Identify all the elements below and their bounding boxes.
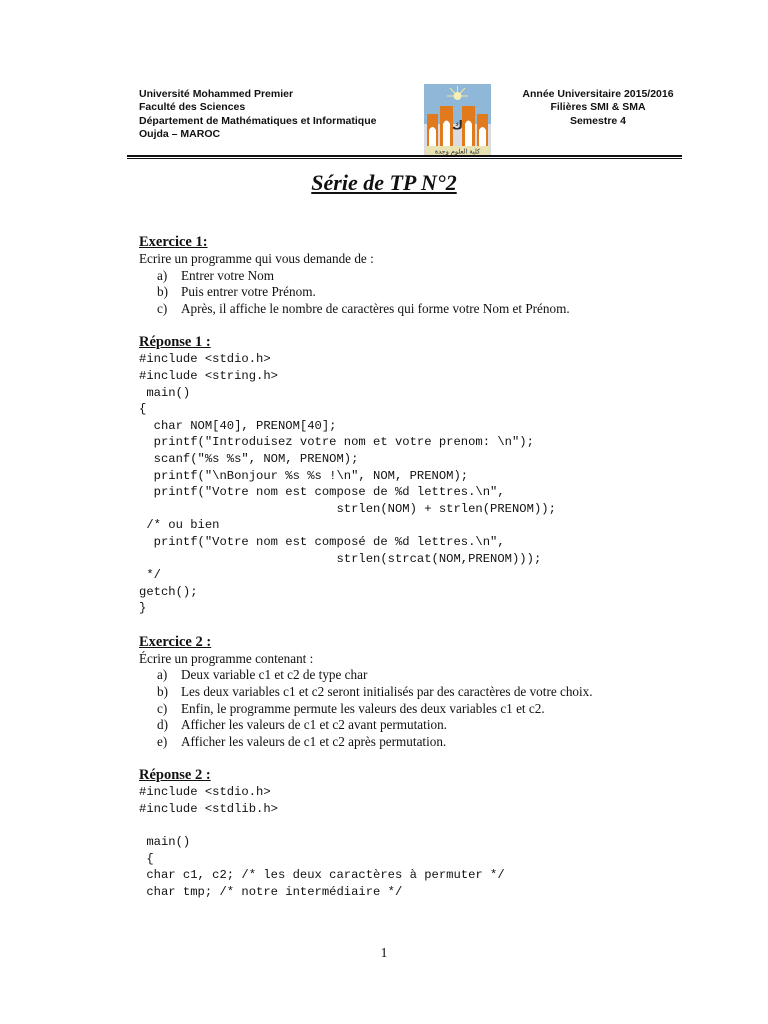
list-item <box>139 717 659 734</box>
item-label: a) <box>157 267 168 283</box>
item-text: Entrer votre Nom <box>181 267 275 283</box>
academic-year: Année Universitaire 2015/2016 <box>522 88 674 100</box>
exercise-1-list <box>139 268 659 318</box>
faculty-name: Faculté des Sciences <box>139 101 246 114</box>
academic-year-block <box>500 88 696 128</box>
answer-2-code: #include <stdio.h> #include <stdlib.h> main() { char c1, c2; /* les deux caractères à permuter */ char tmp; /* notre intermédiaire */ <box>139 785 505 899</box>
item-text: Puis entrer votre Prénom. <box>181 284 316 300</box>
list-item <box>139 684 659 701</box>
item-text: Deux variable c1 et c2 de type char <box>181 667 368 683</box>
item-text: Après, il affiche le nombre de caractères qui forme votre Nom et Prénom. <box>181 300 570 316</box>
item-label: a) <box>157 667 168 683</box>
exercise-2-intro: Écrire un programme contenant : <box>139 650 314 666</box>
answer-1-code: #include <stdio.h> #include <string.h> main() { char NOM[40], PRENOM[40]; printf("Introduisez votre nom et votre prenom: \n"); scanf("%s %s", NOM, PRENOM); printf("\nBonjour %s %s !\n", NOM, PRENOM); printf("Votre nom est compose de %d lettres.\n", strlen(NOM) + strlen(PRENOM)); /* ou bien printf("Votre nom est composé de %d lettres.\n", strlen(strcat(NOM,PRENOM))); */ getch(); } <box>139 352 556 616</box>
list-item <box>139 268 659 285</box>
item-text: Afficher les valeurs de c1 et c2 après permutation. <box>181 733 447 749</box>
list-item <box>139 734 659 751</box>
answer-2-heading: Réponse 2 : <box>139 767 211 784</box>
item-text: Enfin, le programme permute les valeurs des deux variables c1 et c2. <box>181 700 545 716</box>
item-label: e) <box>157 733 168 749</box>
department-name: Département de Mathématiques et Informatique <box>139 114 377 127</box>
exercise-2-list <box>139 667 659 750</box>
svg-text:ك: ك <box>452 118 463 132</box>
document-title: Série de TP N°2 <box>311 170 457 195</box>
institution-block <box>139 88 376 141</box>
exercise-2-heading: Exercice 2 : <box>139 633 212 650</box>
item-text: Afficher les valeurs de c1 et c2 avant permutation. <box>181 717 447 733</box>
exercise-1-intro: Ecrire un programme qui vous demande de : <box>139 251 374 266</box>
answer-1-heading: Réponse 1 : <box>139 334 211 351</box>
item-label: b) <box>157 284 168 300</box>
list-item <box>139 301 659 318</box>
programs: Filières SMI & SMA <box>550 101 646 114</box>
university-name: Université Mohammed Premier <box>139 88 294 100</box>
svg-text:كلية العلوم وجدة: كلية العلوم وجدة <box>434 147 481 156</box>
semester: Semestre 4 <box>569 114 627 127</box>
item-label: b) <box>157 684 168 700</box>
faculty-logo <box>424 84 491 156</box>
header-divider <box>127 155 682 157</box>
list-item <box>139 284 659 301</box>
list-item <box>139 667 659 684</box>
page-number: 1 <box>380 946 388 961</box>
document-title-wrap <box>0 170 768 196</box>
list-item <box>139 701 659 718</box>
item-label: c) <box>157 700 168 716</box>
item-label: d) <box>157 717 168 733</box>
exercise-1-heading: Exercice 1: <box>139 234 208 250</box>
item-text: Les deux variables c1 et c2 seront initialisés par des caractères de votre choix. <box>181 684 593 700</box>
header-divider-thin <box>127 158 682 159</box>
item-label: c) <box>157 300 168 316</box>
city-country: Oujda – MAROC <box>139 127 221 140</box>
document-body <box>139 234 659 901</box>
